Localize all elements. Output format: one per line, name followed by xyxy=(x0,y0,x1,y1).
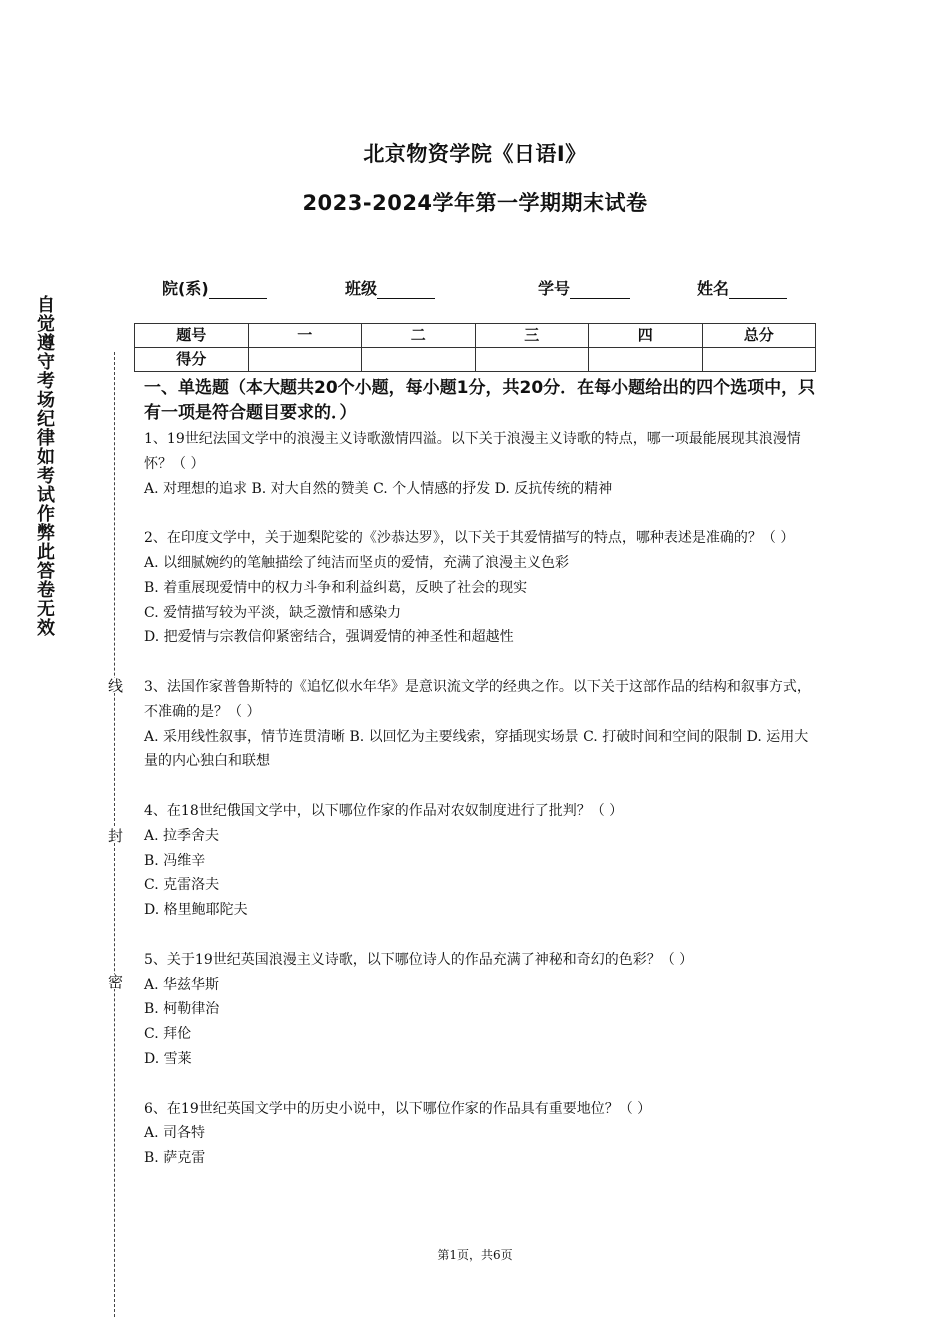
question-options: A. 对理想的追求 B. 对大自然的赞美 C. 个人情感的抒发 D. 反抗传统的精神 xyxy=(144,480,613,497)
student-id-label: 学号 xyxy=(538,279,571,298)
option-a: A. 以细腻婉约的笔触描绘了纯洁而坚贞的爱情，充满了浪漫主义色彩 xyxy=(144,554,570,571)
question-6 xyxy=(144,1097,814,1171)
question-stem: 1、19世纪法国文学中的浪漫主义诗歌激情四溢。以下关于浪漫主义诗歌的特点，哪一项最能展现其浪漫情怀？（ ） xyxy=(144,431,801,472)
class-label: 班级 xyxy=(345,279,378,298)
score-cell[interactable] xyxy=(589,348,703,372)
question-stem: 4、在18世纪俄国文学中，以下哪位作家的作品对农奴制度进行了批判？（ ） xyxy=(144,802,624,819)
department-field xyxy=(162,276,267,299)
side-notice: 自觉遵守考场纪律如考试作弊此答卷无效 xyxy=(34,295,55,637)
score-header-cell: 四 xyxy=(589,324,703,348)
question-stem: 6、在19世纪英国文学中的历史小说中，以下哪位作家的作品具有重要地位？（ ） xyxy=(144,1100,652,1117)
score-row-label: 得分 xyxy=(135,348,249,372)
score-header-cell: 题号 xyxy=(135,324,249,348)
score-header-cell: 一 xyxy=(248,324,362,348)
binding-label-seal: 封 xyxy=(106,828,124,843)
section-heading: 一、单选题（本大题共20个小题，每小题1分，共20分．在每小题给出的四个选项中，只有一项是符合题目要求的．） xyxy=(144,378,816,423)
option-b: B. 着重展现爱情中的权力斗争和利益纠葛，反映了社会的现实 xyxy=(144,579,528,596)
score-header-cell: 二 xyxy=(362,324,476,348)
binding-label-line: 线 xyxy=(106,678,124,693)
name-label: 姓名 xyxy=(697,279,730,298)
question-4 xyxy=(144,799,814,923)
exam-subtitle: 2023-2024学年第一学期期末试卷 xyxy=(302,191,648,215)
option-c: C. 爱情描写较为平淡，缺乏激情和感染力 xyxy=(144,604,402,621)
option-a: A. 拉季舍夫 xyxy=(144,827,220,844)
score-header-cell: 总分 xyxy=(702,324,816,348)
question-3 xyxy=(144,675,814,774)
question-stem: 5、关于19世纪英国浪漫主义诗歌，以下哪位诗人的作品充满了神秘和奇幻的色彩？（ ） xyxy=(144,951,694,968)
option-c: C. 拜伦 xyxy=(144,1026,192,1043)
department-blank[interactable] xyxy=(209,281,267,299)
name-field xyxy=(697,276,787,299)
question-list xyxy=(144,427,814,1196)
question-5 xyxy=(144,948,814,1072)
question-1 xyxy=(144,427,814,501)
question-2 xyxy=(144,526,814,650)
exam-title: 北京物资学院《日语Ⅰ》 xyxy=(363,142,587,166)
option-b: B. 柯勒律治 xyxy=(144,1001,220,1018)
department-label: 院(系) xyxy=(162,279,209,298)
score-cell[interactable] xyxy=(248,348,362,372)
question-options: A. 采用线性叙事，情节连贯清晰 B. 以回忆为主要线索，穿插现实场景 C. 打破时间和空间的限制 D. 运用大量的内心独白和联想 xyxy=(144,728,809,770)
score-table-header-row xyxy=(135,324,816,348)
name-blank[interactable] xyxy=(729,281,787,299)
question-stem: 3、法国作家普鲁斯特的《追忆似水年华》是意识流文学的经典之作。以下关于这部作品的结构和叙事方式，不准确的是？（ ） xyxy=(144,678,811,720)
student-id-blank[interactable] xyxy=(570,281,630,299)
binding-label-secret: 密 xyxy=(106,974,124,989)
option-d: D. 把爱情与宗教信仰紧密结合，强调爱情的神圣性和超越性 xyxy=(144,629,514,646)
score-cell[interactable] xyxy=(702,348,816,372)
option-a: A. 司各特 xyxy=(144,1125,206,1142)
option-a: A. 华兹华斯 xyxy=(144,976,220,993)
page-footer: 第1页，共6页 xyxy=(437,1248,513,1262)
score-header-cell: 三 xyxy=(475,324,589,348)
question-stem: 2、在印度文学中，关于迦梨陀娑的《沙恭达罗》，以下关于其爱情描写的特点，哪种表述是准确的？（ ） xyxy=(144,530,795,547)
option-c: C. 克雷洛夫 xyxy=(144,877,220,894)
student-id-field xyxy=(538,276,630,299)
class-field xyxy=(345,276,435,299)
option-d: D. 格里鲍耶陀夫 xyxy=(144,902,248,919)
class-blank[interactable] xyxy=(377,281,435,299)
score-cell[interactable] xyxy=(362,348,476,372)
option-d: D. 雪莱 xyxy=(144,1050,192,1067)
score-cell[interactable] xyxy=(475,348,589,372)
score-table-score-row xyxy=(135,348,816,372)
option-b: B. 萨克雷 xyxy=(144,1150,206,1167)
score-table xyxy=(134,323,816,372)
option-b: B. 冯维辛 xyxy=(144,852,206,869)
